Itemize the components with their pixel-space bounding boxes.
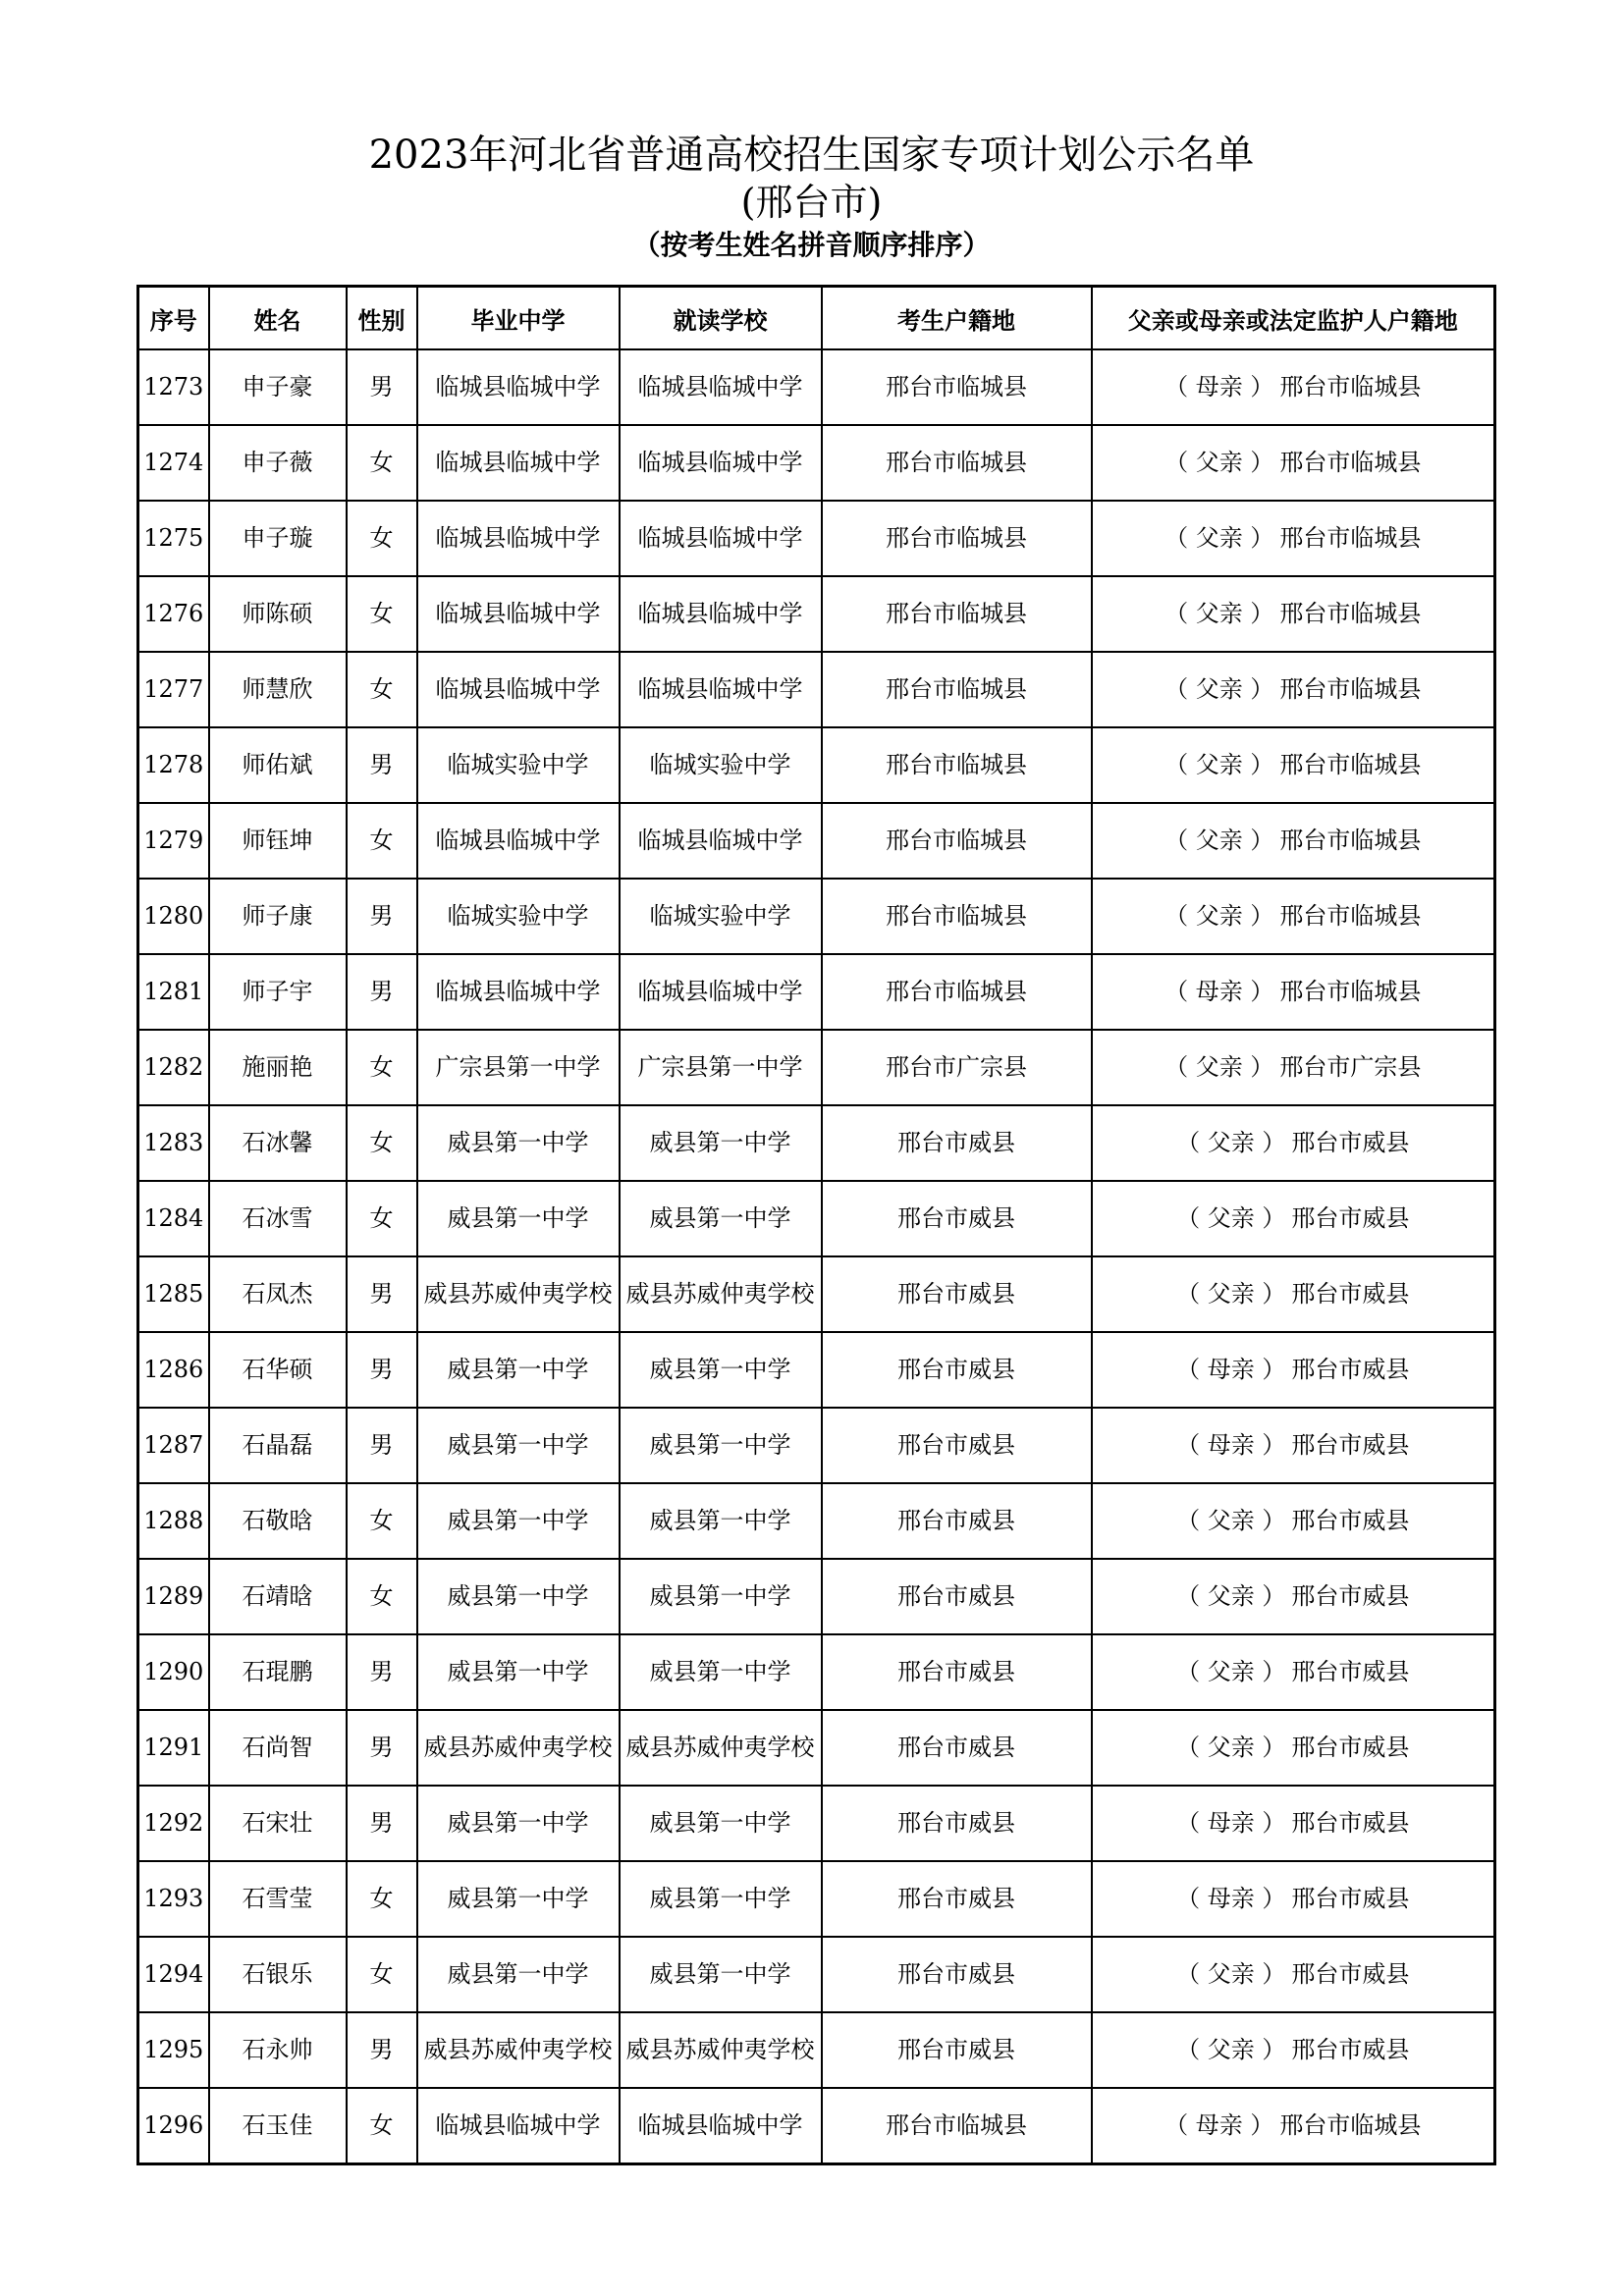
row-number: 1283: [138, 1105, 209, 1181]
student-name: 石琨鹏: [209, 1634, 347, 1710]
graduation-school: 临城实验中学: [417, 879, 620, 954]
guardian-hukou-cell: [1092, 1861, 1495, 1937]
student-name: 石尚智: [209, 1710, 347, 1786]
student-hukou: 邢台市临城县: [822, 652, 1092, 727]
student-name: 石冰雪: [209, 1181, 347, 1256]
table-header: [138, 287, 1495, 350]
student-name: 石晶磊: [209, 1408, 347, 1483]
table-row: [138, 803, 1495, 879]
guardian-hukou: 邢台市临城县: [1279, 449, 1422, 476]
guardian-hukou: 邢台市威县: [1291, 1809, 1410, 1837]
guardian-hukou-cell: [1092, 1030, 1495, 1105]
student-gender: 女: [347, 425, 417, 501]
guardian-hukou: 邢台市威县: [1291, 1204, 1410, 1232]
graduation-school: 威县苏威仲夷学校: [417, 1256, 620, 1332]
current-school: 威县第一中学: [620, 1937, 822, 2012]
graduation-school: 威县第一中学: [417, 1937, 620, 2012]
student-gender: 女: [347, 803, 417, 879]
graduation-school: 临城县临城中学: [417, 954, 620, 1030]
row-number: 1276: [138, 576, 209, 652]
guardian-hukou-cell: [1092, 954, 1495, 1030]
current-school: 威县苏威仲夷学校: [620, 1256, 822, 1332]
guardian-hukou-cell: [1092, 425, 1495, 501]
current-school: 威县第一中学: [620, 1786, 822, 1861]
current-school: 临城县临城中学: [620, 2088, 822, 2164]
current-school: 威县第一中学: [620, 1483, 822, 1559]
guardian-relation: （ 父亲 ）: [1176, 1507, 1286, 1534]
current-school: 威县第一中学: [620, 1408, 822, 1483]
graduation-school: 临城县临城中学: [417, 349, 620, 425]
table-row: [138, 1256, 1495, 1332]
student-name: 师佑斌: [209, 727, 347, 803]
column-header-grad-school: 毕业中学: [417, 287, 620, 350]
current-school: 威县苏威仲夷学校: [620, 2012, 822, 2088]
student-hukou: 邢台市临城县: [822, 349, 1092, 425]
student-name: 师钰坤: [209, 803, 347, 879]
column-header-no: 序号: [138, 287, 209, 350]
graduation-school: 临城县临城中学: [417, 2088, 620, 2164]
guardian-relation: （ 母亲 ）: [1176, 1431, 1286, 1459]
current-school: 威县第一中学: [620, 1105, 822, 1181]
student-name: 石凤杰: [209, 1256, 347, 1332]
guardian-hukou: 邢台市威县: [1291, 1885, 1410, 1912]
table-row: [138, 652, 1495, 727]
guardian-hukou: 邢台市威县: [1291, 1734, 1410, 1761]
guardian-relation: （ 父亲 ）: [1176, 2036, 1286, 2063]
student-name: 申子薇: [209, 425, 347, 501]
guardian-hukou-cell: [1092, 1634, 1495, 1710]
guardian-relation: （ 父亲 ）: [1164, 600, 1274, 627]
guardian-hukou-cell: [1092, 727, 1495, 803]
row-number: 1289: [138, 1559, 209, 1634]
guardian-hukou-cell: [1092, 1181, 1495, 1256]
table-row: [138, 1937, 1495, 2012]
student-name: 申子璇: [209, 501, 347, 576]
graduation-school: 威县第一中学: [417, 1105, 620, 1181]
guardian-relation: （ 父亲 ）: [1164, 675, 1274, 703]
column-header-guardian-hukou: 父亲或母亲或法定监护人户籍地: [1092, 287, 1495, 350]
student-gender: 女: [347, 1105, 417, 1181]
student-hukou: 邢台市威县: [822, 2012, 1092, 2088]
graduation-school: 威县苏威仲夷学校: [417, 2012, 620, 2088]
table-row: [138, 1786, 1495, 1861]
graduation-school: 临城县临城中学: [417, 425, 620, 501]
table-row: [138, 501, 1495, 576]
student-gender: 女: [347, 1861, 417, 1937]
table-row: [138, 1559, 1495, 1634]
guardian-hukou: 邢台市威县: [1291, 1658, 1410, 1685]
guardian-hukou-cell: [1092, 1408, 1495, 1483]
guardian-relation: （ 父亲 ）: [1164, 751, 1274, 778]
student-name: 师陈硕: [209, 576, 347, 652]
student-hukou: 邢台市广宗县: [822, 1030, 1092, 1105]
row-number: 1281: [138, 954, 209, 1030]
table-row: [138, 349, 1495, 425]
table-row: [138, 1181, 1495, 1256]
guardian-hukou-cell: [1092, 1256, 1495, 1332]
column-header-gender: 性别: [347, 287, 417, 350]
current-school: 临城县临城中学: [620, 576, 822, 652]
guardian-hukou-cell: [1092, 803, 1495, 879]
table-row: [138, 2012, 1495, 2088]
guardian-hukou-cell: [1092, 1710, 1495, 1786]
student-gender: 女: [347, 1483, 417, 1559]
guardian-hukou-cell: [1092, 652, 1495, 727]
guardian-hukou: 邢台市威县: [1291, 1507, 1410, 1534]
graduation-school: 威县第一中学: [417, 1332, 620, 1408]
guardian-hukou-cell: [1092, 879, 1495, 954]
guardian-hukou: 邢台市威县: [1291, 1960, 1410, 1988]
graduation-school: 威县第一中学: [417, 1861, 620, 1937]
row-number: 1280: [138, 879, 209, 954]
guardian-hukou-cell: [1092, 349, 1495, 425]
guardian-relation: （ 父亲 ）: [1176, 1129, 1286, 1156]
row-number: 1284: [138, 1181, 209, 1256]
guardian-relation: （ 母亲 ）: [1176, 1885, 1286, 1912]
table-row: [138, 1408, 1495, 1483]
row-number: 1290: [138, 1634, 209, 1710]
student-name: 石玉佳: [209, 2088, 347, 2164]
row-number: 1296: [138, 2088, 209, 2164]
student-gender: 女: [347, 576, 417, 652]
column-header-hukou: 考生户籍地: [822, 287, 1092, 350]
current-school: 临城县临城中学: [620, 803, 822, 879]
table-row: [138, 954, 1495, 1030]
table-row: [138, 1105, 1495, 1181]
guardian-relation: （ 父亲 ）: [1164, 1053, 1274, 1081]
table-row: [138, 1030, 1495, 1105]
student-hukou: 邢台市威县: [822, 1408, 1092, 1483]
student-hukou: 邢台市威县: [822, 1181, 1092, 1256]
graduation-school: 威县苏威仲夷学校: [417, 1710, 620, 1786]
table-row: [138, 576, 1495, 652]
guardian-relation: （ 父亲 ）: [1176, 1204, 1286, 1232]
graduation-school: 临城县临城中学: [417, 576, 620, 652]
row-number: 1282: [138, 1030, 209, 1105]
row-number: 1274: [138, 425, 209, 501]
current-school: 威县第一中学: [620, 1332, 822, 1408]
guardian-relation: （ 母亲 ）: [1164, 373, 1274, 400]
header-row: [138, 287, 1495, 350]
student-hukou: 邢台市威县: [822, 1483, 1092, 1559]
graduation-school: 威县第一中学: [417, 1408, 620, 1483]
guardian-hukou: 邢台市临城县: [1279, 751, 1422, 778]
table-body: [138, 349, 1495, 2164]
guardian-hukou-cell: [1092, 1937, 1495, 2012]
row-number: 1294: [138, 1937, 209, 2012]
table-row: [138, 1710, 1495, 1786]
student-name: 石永帅: [209, 2012, 347, 2088]
student-gender: 女: [347, 1559, 417, 1634]
row-number: 1293: [138, 1861, 209, 1937]
student-name: 师子宇: [209, 954, 347, 1030]
guardian-hukou-cell: [1092, 501, 1495, 576]
student-name: 施丽艳: [209, 1030, 347, 1105]
graduation-school: 临城县临城中学: [417, 803, 620, 879]
sort-note: （按考生姓名拼音顺序排序）: [632, 229, 991, 261]
guardian-relation: （ 父亲 ）: [1176, 1960, 1286, 1988]
student-hukou: 邢台市临城县: [822, 879, 1092, 954]
graduation-school: 临城县临城中学: [417, 501, 620, 576]
current-school: 广宗县第一中学: [620, 1030, 822, 1105]
guardian-hukou: 邢台市临城县: [1279, 827, 1422, 854]
current-school: 临城县临城中学: [620, 349, 822, 425]
table-row: [138, 1483, 1495, 1559]
student-gender: 男: [347, 349, 417, 425]
current-school: 临城县临城中学: [620, 501, 822, 576]
student-hukou: 邢台市威县: [822, 1559, 1092, 1634]
student-gender: 女: [347, 1181, 417, 1256]
row-number: 1275: [138, 501, 209, 576]
student-gender: 男: [347, 1634, 417, 1710]
student-hukou: 邢台市威县: [822, 1332, 1092, 1408]
graduation-school: 威县第一中学: [417, 1181, 620, 1256]
guardian-relation: （ 父亲 ）: [1164, 524, 1274, 552]
student-hukou: 邢台市临城县: [822, 803, 1092, 879]
guardian-relation: （ 父亲 ）: [1176, 1658, 1286, 1685]
guardian-hukou: 邢台市威县: [1291, 2036, 1410, 2063]
document-title: 2023年河北省普通高校招生国家专项计划公示名单: [368, 133, 1255, 178]
student-hukou: 邢台市威县: [822, 1937, 1092, 2012]
guardian-hukou: 邢台市临城县: [1279, 978, 1422, 1005]
table-row: [138, 2088, 1495, 2164]
table-row: [138, 425, 1495, 501]
row-number: 1278: [138, 727, 209, 803]
student-gender: 男: [347, 1710, 417, 1786]
student-gender: 女: [347, 2088, 417, 2164]
guardian-relation: （ 母亲 ）: [1176, 1356, 1286, 1383]
guardian-hukou: 邢台市临城县: [1279, 600, 1422, 627]
guardian-hukou-cell: [1092, 1483, 1495, 1559]
table-row: [138, 879, 1495, 954]
guardian-hukou: 邢台市广宗县: [1279, 1053, 1422, 1081]
student-hukou: 邢台市临城县: [822, 501, 1092, 576]
current-school: 威县第一中学: [620, 1559, 822, 1634]
guardian-relation: （ 父亲 ）: [1176, 1582, 1286, 1610]
student-hukou: 邢台市威县: [822, 1256, 1092, 1332]
student-name: 师子康: [209, 879, 347, 954]
guardian-hukou-cell: [1092, 576, 1495, 652]
roster-table: [136, 285, 1496, 2165]
current-school: 威县第一中学: [620, 1861, 822, 1937]
student-gender: 女: [347, 1030, 417, 1105]
graduation-school: 临城县临城中学: [417, 652, 620, 727]
guardian-hukou: 邢台市威县: [1291, 1280, 1410, 1308]
guardian-relation: （ 父亲 ）: [1164, 902, 1274, 930]
row-number: 1288: [138, 1483, 209, 1559]
student-hukou: 邢台市临城县: [822, 576, 1092, 652]
student-name: 师慧欣: [209, 652, 347, 727]
current-school: 临城实验中学: [620, 879, 822, 954]
current-school: 威县第一中学: [620, 1634, 822, 1710]
current-school: 威县苏威仲夷学校: [620, 1710, 822, 1786]
guardian-hukou: 邢台市临城县: [1279, 2111, 1422, 2139]
student-gender: 男: [347, 727, 417, 803]
student-name: 石银乐: [209, 1937, 347, 2012]
table-row: [138, 1332, 1495, 1408]
guardian-relation: （ 母亲 ）: [1164, 978, 1274, 1005]
row-number: 1277: [138, 652, 209, 727]
student-gender: 男: [347, 879, 417, 954]
graduation-school: 临城实验中学: [417, 727, 620, 803]
student-hukou: 邢台市临城县: [822, 2088, 1092, 2164]
student-gender: 男: [347, 1256, 417, 1332]
student-name: 石敬晗: [209, 1483, 347, 1559]
column-header-current-school: 就读学校: [620, 287, 822, 350]
student-name: 石雪莹: [209, 1861, 347, 1937]
guardian-hukou: 邢台市威县: [1291, 1582, 1410, 1610]
guardian-relation: （ 父亲 ）: [1164, 827, 1274, 854]
graduation-school: 威县第一中学: [417, 1483, 620, 1559]
guardian-relation: （ 父亲 ）: [1176, 1734, 1286, 1761]
guardian-hukou-cell: [1092, 1559, 1495, 1634]
student-hukou: 邢台市临城县: [822, 954, 1092, 1030]
student-hukou: 邢台市临城县: [822, 727, 1092, 803]
guardian-hukou: 邢台市临城县: [1279, 902, 1422, 930]
city-subtitle: (邢台市): [740, 181, 883, 224]
current-school: 临城县临城中学: [620, 954, 822, 1030]
graduation-school: 威县第一中学: [417, 1559, 620, 1634]
guardian-hukou: 邢台市威县: [1291, 1129, 1410, 1156]
guardian-hukou: 邢台市威县: [1291, 1431, 1410, 1459]
row-number: 1285: [138, 1256, 209, 1332]
student-gender: 女: [347, 1937, 417, 2012]
column-header-name: 姓名: [209, 287, 347, 350]
row-number: 1292: [138, 1786, 209, 1861]
student-name: 申子豪: [209, 349, 347, 425]
table-row: [138, 1634, 1495, 1710]
graduation-school: 广宗县第一中学: [417, 1030, 620, 1105]
guardian-relation: （ 母亲 ）: [1176, 1809, 1286, 1837]
row-number: 1291: [138, 1710, 209, 1786]
student-hukou: 邢台市威县: [822, 1634, 1092, 1710]
guardian-relation: （ 母亲 ）: [1164, 2111, 1274, 2139]
current-school: 威县第一中学: [620, 1181, 822, 1256]
student-name: 石冰馨: [209, 1105, 347, 1181]
student-hukou: 邢台市临城县: [822, 425, 1092, 501]
guardian-hukou: 邢台市威县: [1291, 1356, 1410, 1383]
graduation-school: 威县第一中学: [417, 1634, 620, 1710]
guardian-hukou-cell: [1092, 2088, 1495, 2164]
guardian-hukou: 邢台市临城县: [1279, 675, 1422, 703]
table-row: [138, 727, 1495, 803]
guardian-hukou-cell: [1092, 2012, 1495, 2088]
student-gender: 男: [347, 2012, 417, 2088]
row-number: 1295: [138, 2012, 209, 2088]
student-hukou: 邢台市威县: [822, 1786, 1092, 1861]
row-number: 1287: [138, 1408, 209, 1483]
student-hukou: 邢台市威县: [822, 1710, 1092, 1786]
graduation-school: 威县第一中学: [417, 1786, 620, 1861]
guardian-hukou: 邢台市临城县: [1279, 373, 1422, 400]
guardian-hukou-cell: [1092, 1786, 1495, 1861]
student-gender: 女: [347, 652, 417, 727]
student-name: 石宋壮: [209, 1786, 347, 1861]
row-number: 1286: [138, 1332, 209, 1408]
student-name: 石靖晗: [209, 1559, 347, 1634]
row-number: 1279: [138, 803, 209, 879]
row-number: 1273: [138, 349, 209, 425]
guardian-hukou-cell: [1092, 1332, 1495, 1408]
guardian-hukou-cell: [1092, 1105, 1495, 1181]
current-school: 临城县临城中学: [620, 652, 822, 727]
current-school: 临城实验中学: [620, 727, 822, 803]
student-hukou: 邢台市威县: [822, 1861, 1092, 1937]
student-gender: 男: [347, 1332, 417, 1408]
student-gender: 男: [347, 954, 417, 1030]
student-gender: 男: [347, 1408, 417, 1483]
guardian-relation: （ 父亲 ）: [1176, 1280, 1286, 1308]
current-school: 临城县临城中学: [620, 425, 822, 501]
guardian-relation: （ 父亲 ）: [1164, 449, 1274, 476]
student-hukou: 邢台市威县: [822, 1105, 1092, 1181]
student-name: 石华硕: [209, 1332, 347, 1408]
student-gender: 男: [347, 1786, 417, 1861]
table-row: [138, 1861, 1495, 1937]
student-gender: 女: [347, 501, 417, 576]
guardian-hukou: 邢台市临城县: [1279, 524, 1422, 552]
